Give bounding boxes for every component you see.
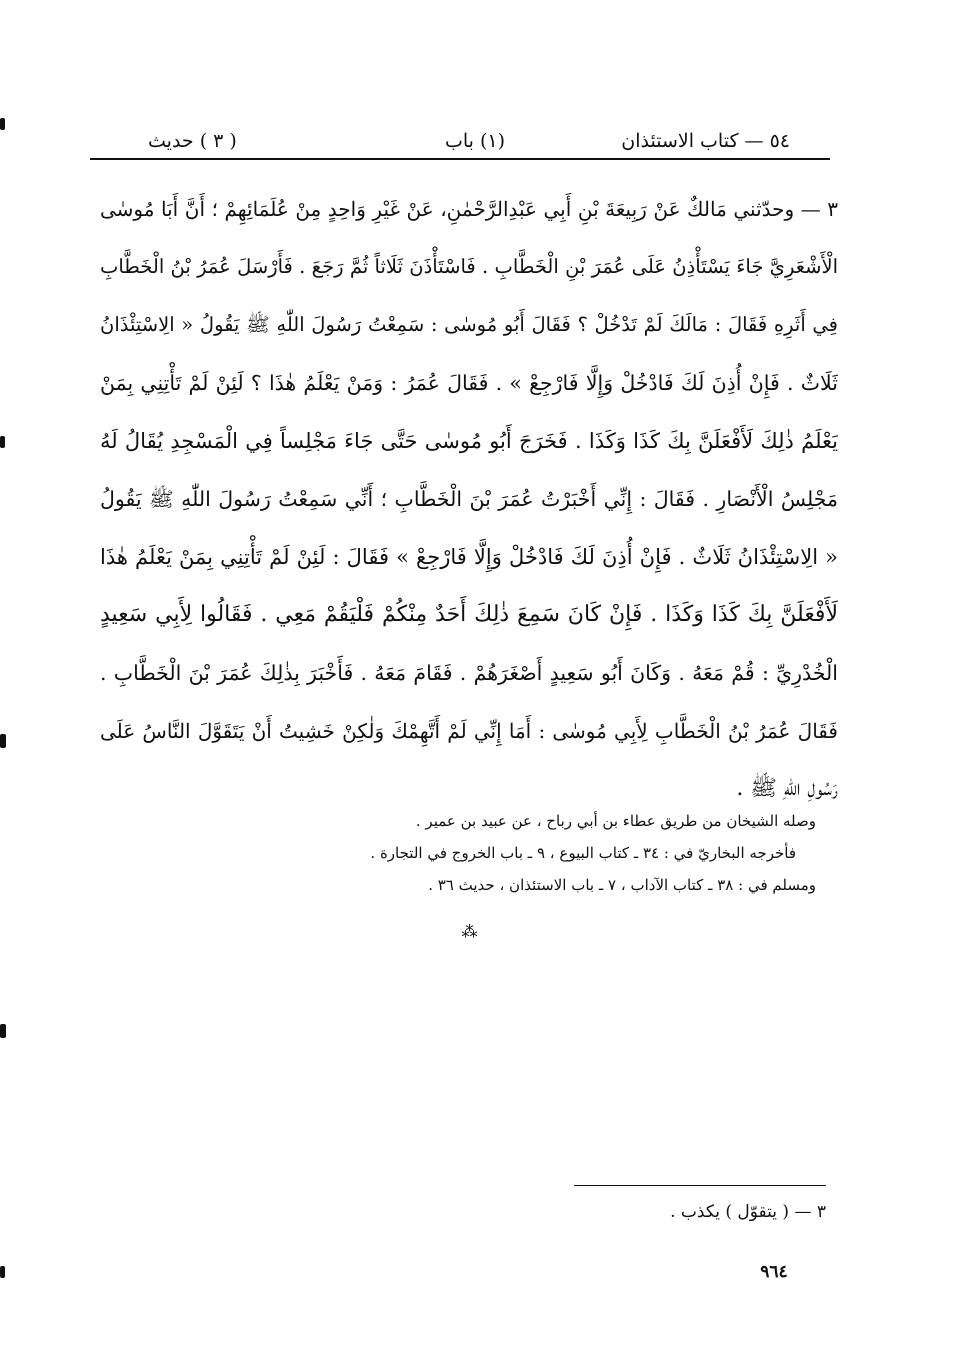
text-line: « الِاسْتِئْذَانُ ثَلَاثٌ . فَإِنْ أُذِنَ لَكَ فَادْخُلْ وَإِلَّا فَارْجِعْ » فَقَالَ : لَئِنْ لَمْ تَأْتِنِي بِمَنْ يَعْلَمُ هٰذَا — [100, 545, 838, 569]
hadith-label: ( ٣ ) حديث — [148, 130, 237, 152]
text-line: الْأَشْعَرِيَّ جَاءَ يَسْتَأْذِنُ عَلَى عُمَرَ بْنِ الْخَطَّابِ . فَاسْتَأْذَنَ ثَلَاثاً ثُمَّ رَجَعَ . فَأَرْسَلَ عُمَرُ بْنُ الْخَطَّابِ — [100, 255, 838, 278]
footnote-divider — [574, 1185, 826, 1186]
text-line: الْخُدْرِيِّ : قُمْ مَعَهُ . وَكَانَ أَبُو سَعِيدٍ أَصْغَرَهُمْ . فَقَامَ مَعَهُ . فَأَخْبَرَ بِذٰلِكَ عُمَرَ بْنَ الْخَطَّابِ . — [100, 661, 838, 685]
section-separator: ⁂ — [461, 922, 479, 941]
source-note: فأخرجه البخاريّ في : ٣٤ ـ كتاب البيوع ، ٩ ـ باب الخروج في التجارة . — [370, 844, 796, 862]
margin-mark — [0, 118, 5, 130]
source-note: ومسلم في : ٣٨ ـ كتاب الآداب ، ٧ ـ باب الاستئذان ، حديث ٣٦ . — [428, 876, 816, 894]
text-line: فِي أَثَرِهِ فَقَالَ : مَالَكَ لَمْ تَدْخُلْ ؟ فَقَالَ أَبُو مُوسٰى : سَمِعْتُ رَسُولَ اللّٰهِ ﷺ يَقُولُ « الِاسْتِئْذَانُ — [100, 313, 838, 336]
chapter-title: ٥٤ — كتاب الاستئذان — [621, 130, 790, 152]
text-line: فَقَالَ عُمَرُ بْنُ الْخَطَّابِ لِأَبِي مُوسٰى : أَمَا إِنِّي لَمْ أَتَّهِمْكَ وَلٰكِنْ خَشِيتُ أَنْ يَتَقَوَّلَ النَّاسُ عَلَى — [100, 719, 838, 743]
text-line: ثَلَاثٌ . فَإِنْ أُذِنَ لَكَ فَادْخُلْ وَإِلَّا فَارْجِعْ » . فَقَالَ عُمَرُ : وَمَنْ يَعْلَمُ هٰذَا ؟ لَئِنْ لَمْ تَأْتِنِي بِمَنْ — [100, 371, 838, 395]
margin-mark — [0, 1024, 6, 1038]
source-note: وصله الشيخان من طريق عطاء بن أبي رباح ، عن عبيد بن عمير . — [415, 812, 816, 830]
text-line: لَأَفْعَلَنَّ بِكَ كَذَا وَكَذَا . فَإِنْ كَانَ سَمِعَ ذٰلِكَ أَحَدٌ مِنْكُمْ فَلْيَقُمْ مَعِي . فَقَالُوا لِأَبِي سَعِيدٍ — [100, 602, 838, 627]
header-divider — [90, 158, 830, 160]
text-line: رَسُولِ اللّٰهِ ﷺ . — [736, 776, 838, 801]
footnote: ٣ — ( يتقوّل ) يكذب . — [670, 1202, 826, 1222]
page-number: ٩٦٤ — [760, 1262, 788, 1282]
margin-mark — [0, 734, 6, 748]
margin-mark — [0, 1266, 5, 1278]
source-notes — [176, 805, 816, 901]
section-label: (١) باب — [444, 130, 505, 152]
page-header — [90, 124, 830, 158]
text-line: ٣ — وحدّثني مَالكٌ عَنْ رَبِيعَةَ بْنِ أَبِي عَبْدِالرَّحْمٰنِ، عَنْ غَيْرِ وَاحِدٍ مِنْ عُلَمَائِهِمْ ؛ أَنَّ أَبَا مُوسٰى — [100, 197, 838, 221]
margin-mark — [0, 436, 5, 448]
text-line: يَعْلَمُ ذٰلِكَ لَأَفْعَلَنَّ بِكَ كَذَا وَكَذَا . فَخَرَجَ أَبُو مُوسٰى حَتَّى جَاءَ مَجْلِساً فِي الْمَسْجِدِ يُقَالُ لَهُ — [100, 429, 838, 453]
hadith-text — [100, 180, 838, 818]
text-line: مَجْلِسُ الْأَنْصَارِ . فَقَالَ : إِنِّي أَخْبَرْتُ عُمَرَ بْنَ الْخَطَّابِ ؛ أَنِّي سَمِعْتُ رَسُولَ اللّٰهِ ﷺ يَقُولُ — [100, 487, 838, 511]
